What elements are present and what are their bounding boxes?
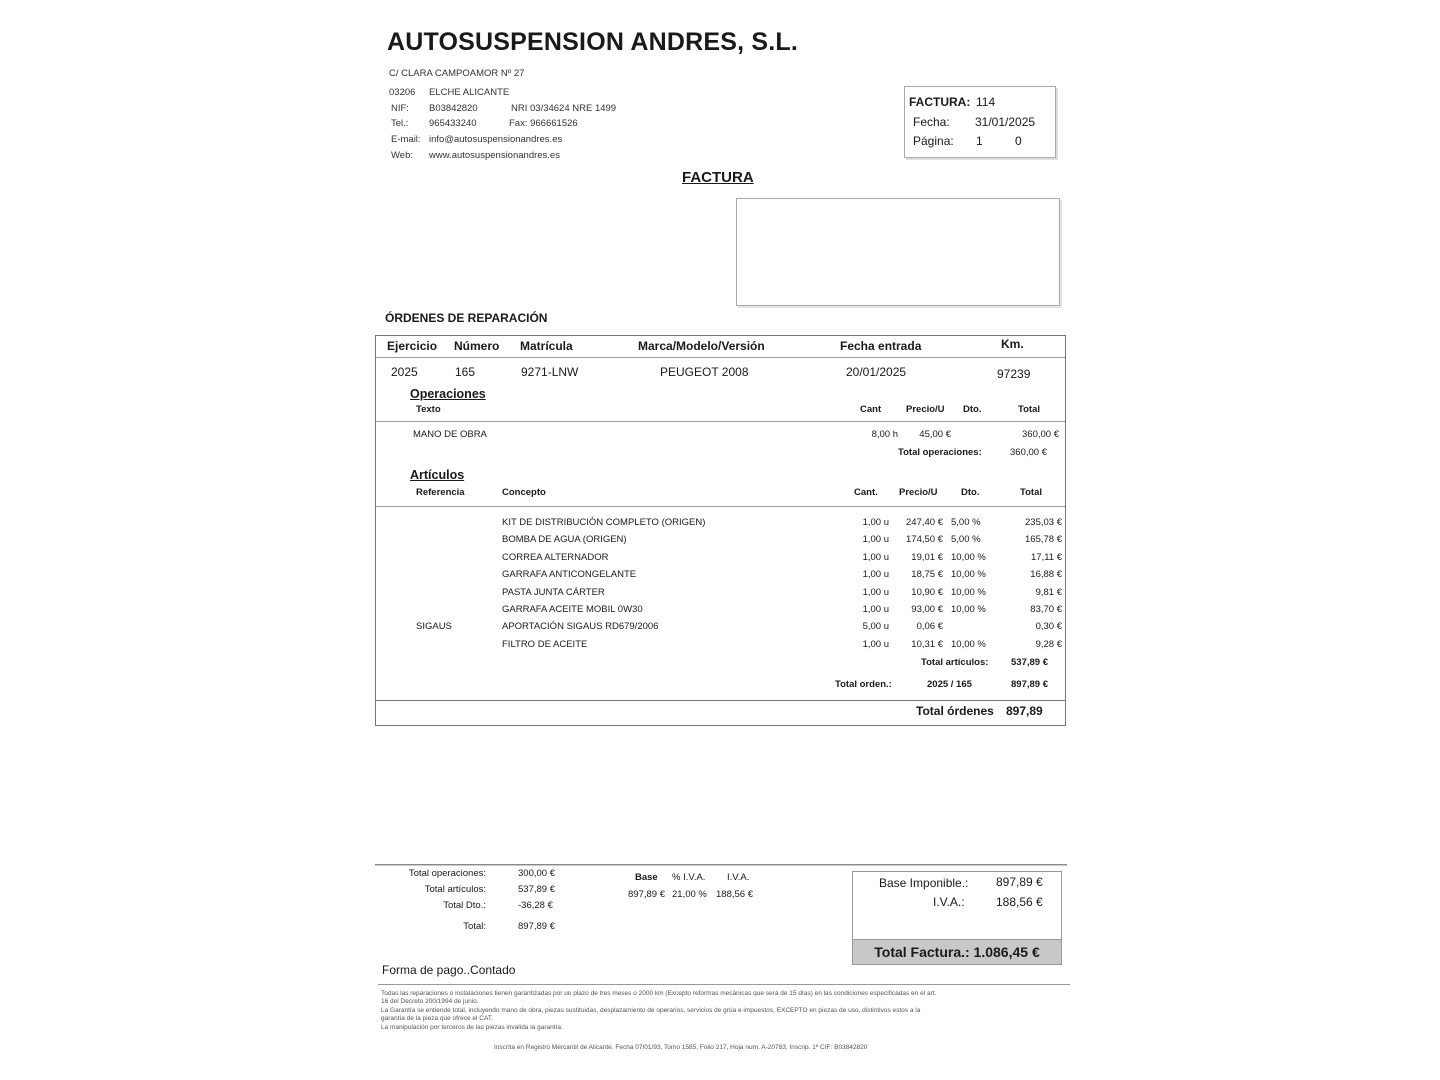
article-cant: 5,00 u <box>862 621 889 633</box>
document-title: FACTURA <box>682 169 754 186</box>
summary-value: 300,00 € <box>518 868 555 879</box>
iva-value: 188,56 € <box>996 895 1043 909</box>
summary-label: Total artículos: <box>424 884 486 895</box>
orders-section-title: ÓRDENES DE REPARACIÓN <box>385 311 548 325</box>
col-km: Km. <box>1001 337 1024 351</box>
web-label: Web: <box>391 150 414 161</box>
article-cant: 1,00 u <box>862 534 889 546</box>
email-value: info@autosuspensionandres.es <box>429 134 563 145</box>
op-col-precio: Precio/U <box>906 404 945 415</box>
summary-value: 897,89 € <box>518 921 555 932</box>
factura-number: 114 <box>976 95 996 109</box>
art-total-value: 537,89 € <box>1011 657 1048 668</box>
order-ejercicio: 2025 <box>391 365 418 379</box>
iva-col-iva: I.V.A. <box>727 872 750 883</box>
article-precio: 247,40 € <box>906 517 943 528</box>
tel-value: 965433240 <box>429 118 477 129</box>
art-col-cant: Cant. <box>854 487 878 498</box>
article-total: 9,28 € <box>1035 638 1062 650</box>
base-imponible-label: Base Imponible.: <box>879 876 969 890</box>
article-precio: 10,90 € <box>911 586 943 598</box>
fecha-label: Fecha: <box>913 115 950 129</box>
legal-line-4: garantía de la pieza que ofrece el CAT. <box>381 1015 493 1022</box>
total-orden-ref: 2025 / 165 <box>927 679 972 690</box>
art-col-ref: Referencia <box>416 487 465 498</box>
pagina-label: Página: <box>913 134 954 148</box>
article-total: 0,30 € <box>1035 621 1062 633</box>
total-factura: Total Factura.: 1.086,45 € <box>852 939 1062 965</box>
summary-label: Total: <box>463 921 486 932</box>
total-orden-label: Total orden.: <box>835 679 892 690</box>
order-fecha: 20/01/2025 <box>846 365 907 379</box>
article-cant: 1,00 u <box>862 551 889 563</box>
company-city: ELCHE ALICANTE <box>429 87 510 98</box>
op-cant: 8,00 h <box>871 429 898 440</box>
article-cant: 1,00 u <box>862 638 889 650</box>
article-dto: 5,00 % <box>951 534 981 546</box>
article-concepto: BOMBA DE AGUA (ORIGEN) <box>502 534 627 546</box>
article-total: 9,81 € <box>1035 586 1062 598</box>
summary-value: -36,28 € <box>518 900 553 911</box>
iva-col-pct: % I.V.A. <box>672 872 706 883</box>
legal-line-5: La manipulación por terceros de las piezas invalida la garantía. <box>381 1024 563 1031</box>
company-name: AUTOSUSPENSION ANDRES, S.L. <box>387 28 799 56</box>
article-concepto: CORREA ALTERNADOR <box>502 551 609 563</box>
nif-value: B03842820 <box>429 103 478 114</box>
total-ordenes-label: Total órdenes <box>916 704 994 718</box>
op-col-total: Total <box>1018 404 1040 415</box>
legal-divider <box>378 984 1070 985</box>
legal-line-1: Todas las reparaciones o instalaciones tienen garantizadas por un plazo de tres meses o 2000 km (Excepto reformas mecánicas que será de 15 días) en las condiciones especificadas en el art. <box>381 990 937 997</box>
article-dto: 10,00 % <box>951 569 986 581</box>
legal-line-2: 16 del Decreto 200/1994 de junio. <box>381 998 479 1005</box>
registry-line: Inscrita en Registro Mercantil de Alicante. Fecha 07/01/93, Tomo 1585, Folio 217, Hoja num. A-20783, Inscrip. 1ª CIF: B03842820 <box>494 1044 868 1051</box>
article-precio: 0,06 € <box>916 621 943 633</box>
order-matricula: 9271-LNW <box>521 365 579 379</box>
company-postal: 03206 <box>389 87 416 98</box>
art-col-precio: Precio/U <box>899 487 938 498</box>
op-total-value: 360,00 € <box>1010 447 1047 458</box>
article-total: 16,88 € <box>1030 569 1062 581</box>
article-dto: 5,00 % <box>951 517 981 528</box>
col-marca: Marca/Modelo/Versión <box>638 339 765 353</box>
nif-label: NIF: <box>391 103 409 114</box>
article-precio: 10,31 € <box>911 638 943 650</box>
article-cant: 1,00 u <box>862 586 889 598</box>
article-precio: 93,00 € <box>911 604 943 615</box>
op-col-texto: Texto <box>416 404 441 415</box>
base-imponible-value: 897,89 € <box>996 875 1043 889</box>
article-concepto: FILTRO DE ACEITE <box>502 638 588 650</box>
article-dto: 10,00 % <box>951 551 986 563</box>
article-concepto: PASTA JUNTA CÁRTER <box>502 586 605 598</box>
op-total: 360,00 € <box>1022 429 1059 440</box>
web-value: www.autosuspensionandres.es <box>429 150 560 161</box>
art-col-total: Total <box>1020 487 1042 498</box>
fecha-value: 31/01/2025 <box>975 115 1036 129</box>
articulos-title: Artículos <box>410 468 465 482</box>
article-total: 165,78 € <box>1025 534 1062 546</box>
art-col-dto: Dto. <box>961 487 980 498</box>
col-fecha-entrada: Fecha entrada <box>840 339 922 353</box>
company-address: C/ CLARA CAMPOAMOR Nº 27 <box>389 68 525 79</box>
col-ejercicio: Ejercicio <box>387 339 438 353</box>
article-total: 235,03 € <box>1025 517 1062 528</box>
summary-label: Total operaciones: <box>408 868 486 879</box>
article-concepto: APORTACIÓN SIGAUS RD679/2006 <box>502 621 659 633</box>
article-cant: 1,00 u <box>862 517 889 528</box>
iva-row-iva: 188,56 € <box>716 889 753 900</box>
col-matricula: Matrícula <box>520 339 573 353</box>
fax-value: Fax: 966661526 <box>509 118 578 129</box>
iva-col-base: Base <box>635 872 658 883</box>
article-dto: 10,00 % <box>951 586 986 598</box>
operaciones-title: Operaciones <box>410 387 486 401</box>
email-label: E-mail: <box>391 134 421 145</box>
article-total: 17,11 € <box>1031 551 1062 563</box>
total-ordenes-value: 897,89 <box>1006 704 1043 718</box>
article-dto: 10,00 % <box>951 638 986 650</box>
iva-label: I.V.A.: <box>933 895 965 909</box>
summary-divider <box>375 864 1067 865</box>
article-precio: 18,75 € <box>911 569 943 581</box>
article-cant: 1,00 u <box>862 569 889 581</box>
iva-row-base: 897,89 € <box>628 889 665 900</box>
nri-value: NRI 03/34624 NRE 1499 <box>511 103 617 114</box>
iva-row-pct: 21,00 % <box>672 889 707 900</box>
order-km: 97239 <box>997 367 1031 381</box>
op-col-cant: Cant <box>860 404 882 415</box>
op-precio: 45,00 € <box>919 429 951 440</box>
article-dto: 10,00 % <box>951 604 986 615</box>
op-texto: MANO DE OBRA <box>413 429 487 440</box>
article-ref: SIGAUS <box>416 621 452 633</box>
order-numero: 165 <box>455 365 476 379</box>
order-marca: PEUGEOT 2008 <box>660 365 749 379</box>
article-cant: 1,00 u <box>862 604 889 615</box>
forma-pago: Forma de pago..Contado <box>382 963 516 977</box>
summary-value: 537,89 € <box>518 884 555 895</box>
summary-label: Total Dto.: <box>443 900 486 911</box>
art-total-label: Total artículos: <box>921 657 989 668</box>
pagina-total: 0 <box>1015 134 1022 148</box>
article-precio: 174,50 € <box>906 534 943 546</box>
op-col-dto: Dto. <box>963 404 982 415</box>
article-precio: 19,01 € <box>911 551 943 563</box>
art-col-concepto: Concepto <box>502 487 546 498</box>
tel-label: Tel.: <box>391 118 409 129</box>
factura-label: FACTURA: <box>909 95 971 109</box>
op-total-label: Total operaciones: <box>898 447 982 458</box>
legal-line-3: La Garantía se entiende total, incluyendo mano de obra, piezas sustituidas, desplazamiento de operarios, servicios de grúa e impuestos, EXCEPTO en piezas de uso, distintivos estos a la <box>381 1007 921 1014</box>
article-concepto: GARRAFA ANTICONGELANTE <box>502 569 637 581</box>
article-concepto: GARRAFA ACEITE MOBIL 0W30 <box>502 604 643 615</box>
article-concepto: KIT DE DISTRIBUCIÓN COMPLETO (ORIGEN) <box>502 517 706 528</box>
article-total: 83,70 € <box>1030 604 1062 615</box>
pagina-value: 1 <box>976 134 983 148</box>
client-address-box <box>736 198 1060 306</box>
total-orden-value: 897,89 € <box>1011 679 1048 690</box>
col-numero: Número <box>454 339 500 353</box>
